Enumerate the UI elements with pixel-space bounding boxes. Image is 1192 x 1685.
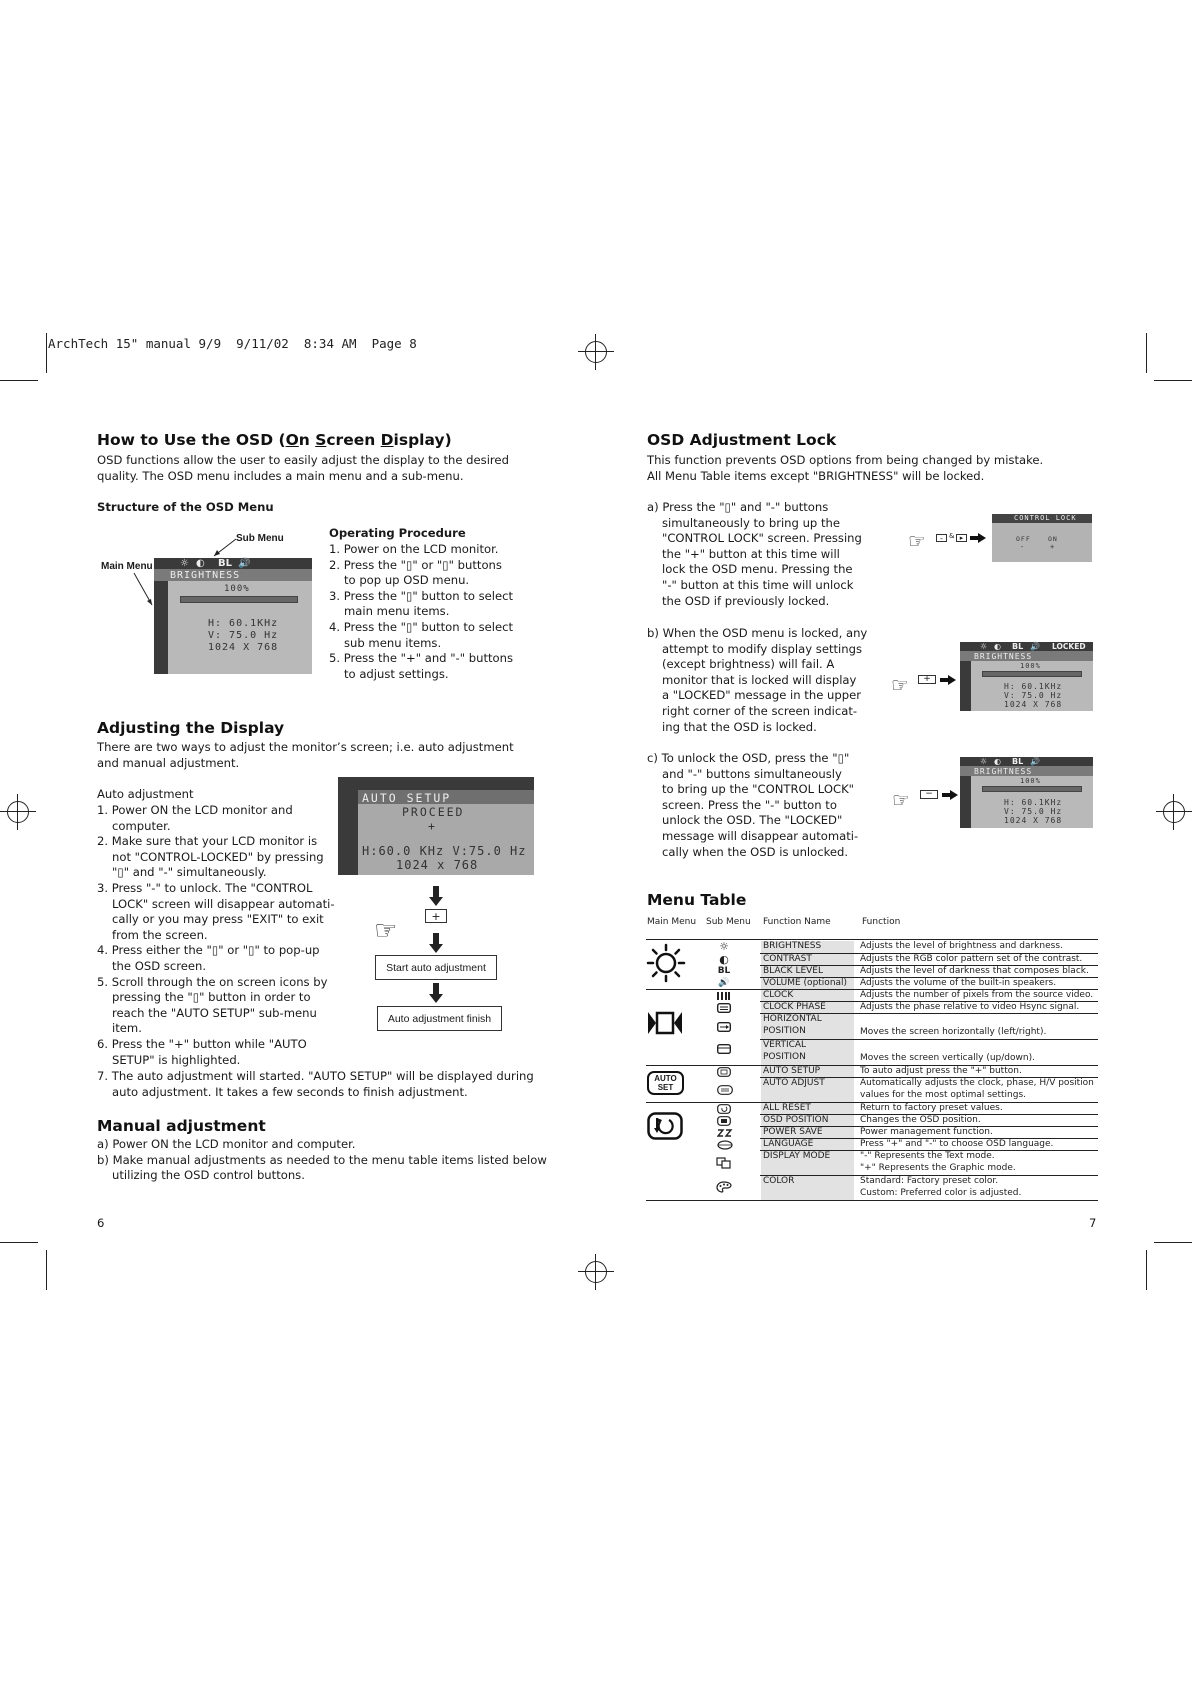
crop-mark: [46, 333, 47, 373]
lock-intro: This function prevents OSD options from being changed by mistake. All Menu Table items except "BRIGHTNESS" will be locked.: [647, 453, 1044, 483]
sub-menu-label: Sub Menu: [236, 533, 284, 544]
contrast-icon: ◐: [719, 953, 729, 966]
osd-control-lock-screen: CONTROL LOCK OFF ON - +: [992, 514, 1092, 562]
osd-unlocked-screen: ☼ ◐ BL 🔊 BRIGHTNESS 100% H: 60.1KHz V: 75.0 Hz 1024 X 768: [960, 757, 1093, 828]
col-function-name: Function Name: [763, 917, 831, 927]
table-rule: [646, 939, 1098, 940]
lock-step-b: b) When the OSD menu is locked, any attempt to modify display settings (except brightness) will fail. A monitor that is locked will display a "LOCKED" message in the upper right corner of the screen indicat- ing that the OSD is locked.: [647, 626, 868, 734]
display-mode-icon: [716, 1157, 732, 1169]
contrast-icon: ◐: [994, 757, 1001, 766]
lock-title: OSD Adjustment Lock: [647, 431, 837, 449]
table-row: 🔊 VOLUME (optional) Adjusts the volume of the built-in speakers.: [646, 978, 1098, 990]
table-row: ◐ CONTRAST Adjusts the RGB color pattern set of the contrast.: [646, 954, 1098, 966]
and-sign: &: [949, 532, 955, 540]
page-number-left: 6: [97, 1216, 105, 1230]
v-position-icon: [717, 1044, 731, 1054]
flow-arrow: [970, 533, 986, 543]
table-row: VERTICAL POSITION Moves the screen vertically (up/down).: [646, 1040, 1098, 1065]
black-level-icon: BL: [218, 558, 232, 569]
crop-mark: [1154, 1242, 1192, 1243]
sun-icon: ☼: [719, 940, 729, 953]
speaker-icon: 🔊: [238, 558, 251, 569]
auto-step-7: 7. The auto adjustment will started. "AUTO SETUP" will be displayed during auto adjustment. It takes a few seconds to finish adjustment.: [97, 1069, 534, 1099]
table-row: COLOR Standard: Factory preset color. Custom: Preferred color is adjusted.: [646, 1176, 1098, 1200]
sun-icon: ☼: [180, 558, 189, 569]
registration-mark: [0, 794, 36, 830]
registration-mark: [578, 334, 614, 370]
h-position-icon: [717, 1022, 731, 1032]
crop-mark: [0, 1242, 38, 1243]
key-button-graphic: ▸: [956, 534, 967, 542]
clock-icon: [716, 992, 730, 1000]
hand-pointer-icon: ☞: [891, 673, 909, 697]
lock-step-a: a) Press the "▯" and "-" buttons simultaneously to bring up the "CONTROL LOCK" screen. Pressing the "+" button at this time will lock the OSD menu. Pressing the "-" button at this time will unlock the OSD if previously locked.: [647, 500, 862, 608]
table-row: AUTO ADJUST Automatically adjusts the clock, phase, H/V position values for the most optimal settings.: [646, 1078, 1098, 1102]
col-main-menu: Main Menu: [647, 917, 697, 927]
table-row: OSD POSITION Changes the OSD position.: [646, 1115, 1098, 1127]
sun-icon: ☼: [980, 642, 988, 651]
auto-set-main-icon: AUTO SET: [647, 1071, 684, 1095]
table-row: CLOCK Adjusts the number of pixels from the source video.: [646, 990, 1098, 1002]
table-row: HORIZONTAL POSITION Moves the screen horizontally (left/right).: [646, 1014, 1098, 1039]
structure-heading: Structure of the OSD Menu: [97, 500, 274, 514]
auto-adjustment-heading: Auto adjustment: [97, 787, 194, 801]
table-row: CLOCK PHASE Adjusts the phase relative to video Hsync signal.: [646, 1002, 1098, 1014]
black-level-icon: BL: [1012, 642, 1024, 651]
print-slug: ArchTech 15" manual 9/9 9/11/02 8:34 AM Page 8: [48, 336, 417, 351]
crop-mark: [0, 380, 38, 381]
table-row: POWER SAVE Power management function.: [646, 1127, 1098, 1139]
osd-title: How to Use the OSD (On Screen Display): [97, 431, 452, 449]
brightness-level-bar: [180, 596, 298, 603]
sun-icon: ☼: [980, 757, 988, 766]
minus-button-graphic: −: [920, 790, 938, 799]
black-level-icon: BL: [717, 966, 731, 976]
flow-arrow: [942, 790, 958, 800]
start-auto-adjustment-box: Start auto adjustment: [375, 955, 497, 980]
auto-adjustment-finish-box: Auto adjustment finish: [377, 1006, 502, 1031]
table-row: ☼ BRIGHTNESS Adjusts the level of brightness and darkness.: [646, 941, 1098, 953]
speaker-icon: 🔊: [1030, 757, 1040, 766]
col-sub-menu: Sub Menu: [706, 917, 751, 927]
adjusting-display-title: Adjusting the Display: [97, 719, 285, 737]
osd-intro: OSD functions allow the user to easily adjust the display to the desired quality. The OSD menu includes a main menu and a sub-menu.: [97, 453, 509, 483]
col-function: Function: [862, 917, 901, 927]
plus-button-graphic: +: [918, 675, 936, 684]
auto-adjustment-steps: 1. Power ON the LCD monitor and computer. 2. Make sure that your LCD monitor is not "CONTROL-LOCKED" by pressing "▯" and "-" simultaneously. 3. Press "-" to unlock. The "CONTROL LOCK" screen will disappear automati- cally or you may press "EXIT" to exit from the screen. 4. Press either the "▯" or "▯" to pop-up the OSD screen. 5. Scroll through the on screen icons by pressing the "▯" button in order to reach the "AUTO SETUP" sub-menu item. 6. Press the "+" button while "AUTO SETUP" is highlighted.: [97, 803, 335, 1067]
speaker-icon: 🔊: [1030, 642, 1040, 651]
flow-arrow: [429, 886, 443, 906]
crop-mark: [1154, 380, 1192, 381]
clock-phase-icon: [717, 1003, 731, 1013]
registration-mark: [578, 1254, 614, 1290]
crop-mark: [1146, 333, 1147, 373]
osd-structure-figure: [96, 528, 316, 678]
black-level-icon: BL: [1012, 757, 1024, 766]
brightness-level-bar: [982, 786, 1082, 792]
brightness-level-bar: [982, 671, 1082, 677]
crop-mark: [1146, 1250, 1147, 1290]
table-row: ALL RESET Return to factory preset values.: [646, 1103, 1098, 1115]
operating-procedure-steps: 1. Power on the LCD monitor. 2. Press the "▯" or "▯" buttons to pop up OSD menu. 3. Press the "▯" button to select main menu items. 4. Press the "▯" button to select sub menu items. 5. Press the "+" and "-" buttons to adjust settings.: [329, 542, 514, 681]
table-row: LANGUAGE Press "+" and "-" to choose OSD language.: [646, 1139, 1098, 1151]
osd-auto-setup-screen: AUTO SETUP PROCEED + H:60.0 KHz V:75.0 Hz 1024 x 768: [338, 777, 534, 875]
table-row: DISPLAY MODE "-" Represents the Text mode. "+" Represents the Graphic mode.: [646, 1151, 1098, 1175]
contrast-icon: ◐: [196, 558, 205, 569]
contrast-icon: ◐: [994, 642, 1001, 651]
registration-mark: [1156, 794, 1192, 830]
osd-locked-screen: ☼ ◐ BL 🔊 LOCKED BRIGHTNESS 100% H: 60.1KHz V: 75.0 Hz 1024 X 768: [960, 642, 1093, 711]
all-reset-icon: [717, 1104, 731, 1114]
osd-position-icon: [717, 1116, 731, 1126]
osd-brightness-screen: ☼ ◐ BL 🔊 BRIGHTNESS 100% H: 60.1KHz V: 75.0 Hz 1024 X 768: [154, 558, 312, 674]
flow-arrow: [429, 983, 443, 1003]
table-row: AUTO SETUP To auto adjust press the "+" button.: [646, 1066, 1098, 1078]
speaker-icon: 🔊: [718, 978, 730, 988]
hand-pointer-icon: ☞: [908, 529, 926, 553]
table-row: BL BLACK LEVEL Adjusts the level of darkness that composes black.: [646, 966, 1098, 978]
manual-adjustment-steps: a) Power ON the LCD monitor and computer. b) Make manual adjustments as needed to the menu table items listed below utilizing the OSD control buttons.: [97, 1137, 547, 1183]
main-menu-label: Main Menu: [101, 561, 153, 572]
color-palette-icon: [716, 1181, 732, 1193]
minus-button-graphic: -: [936, 534, 947, 542]
plus-button-graphic: +: [425, 909, 447, 923]
crop-mark: [46, 1250, 47, 1290]
manual-adjustment-title: Manual adjustment: [97, 1117, 266, 1135]
locked-badge: LOCKED: [1052, 642, 1086, 651]
lock-step-c: c) To unlock the OSD, press the "▯" and "-" buttons simultaneously to bring up the "CONTROL LOCK" screen. Press the "-" button to unlock the OSD. The "LOCKED" message will disappear automati- cally when the OSD is unlocked.: [647, 751, 859, 859]
flow-arrow: [429, 933, 443, 953]
auto-adjust-icon: [717, 1085, 733, 1095]
power-save-icon: [717, 1128, 733, 1138]
operating-procedure-heading: Operating Procedure: [329, 526, 466, 540]
adjusting-intro: There are two ways to adjust the monitor’s screen; i.e. auto adjustment and manual adjustment.: [97, 740, 514, 770]
hand-pointer-icon: ☞: [892, 788, 910, 812]
auto-setup-icon: [717, 1067, 731, 1077]
hand-pointer-icon: ☞: [374, 916, 398, 946]
language-icon: [717, 1140, 733, 1150]
page-number-right: 7: [1089, 1216, 1097, 1230]
menu-table-title: Menu Table: [647, 891, 747, 909]
flow-arrow: [940, 675, 956, 685]
